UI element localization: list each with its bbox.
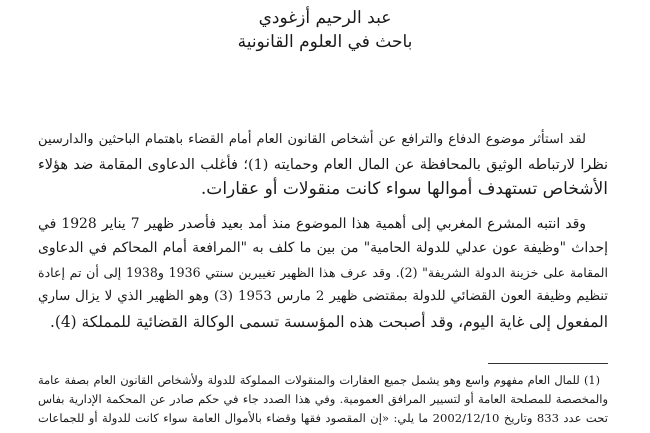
paragraph-line: المقامة على خزينة الدولة الشريفة" (2). وقد عرف هذا الظهير تغييرين سنتي 1936 و1938 إلى أن تم إعادة [38, 264, 608, 280]
paragraph-line: وقد انتبه المشرع المغربي إلى أهمية هذا الموضوع منذ أمد بعيد فأصدر ظهير 7 يناير 1928 في [38, 215, 586, 232]
footnote-separator [488, 363, 608, 364]
article-body [38, 128, 608, 334]
paragraph-line: الأشخاص تستهدف أموالها سواء كانت منقولات أو عقارات. [200, 179, 608, 199]
author-block [0, 6, 650, 54]
paragraph-2 [38, 212, 608, 335]
paragraph-1 [38, 128, 608, 202]
author-name: عبد الرحيم أزغودي [258, 8, 392, 28]
paragraph-line: تنظيم وظيفة العون القضائي للدولة بمقتضى ظهير 2 مارس 1953 (3) وهو الظهير الذي لا يزال ساري [38, 289, 608, 304]
paragraph-line: إحداث "وظيفة عون عدلي للدولة الحامية" من بين ما كلف به "المرافعة أمام المحاكم في الدعاوى [38, 240, 608, 256]
paragraph-line: لقد استأثر موضوع الدفاع والترافع عن أشخاص القانون العام أمام القضاء باهتمام الباحثين والدارسين [38, 132, 586, 147]
footnote-line: والمخصصة للمصلحة العامة أو لتسيير المرافق العمومية. وفي هذا الصدد جاء في حكم صادر عن المحكمة الإدارية بفاس [38, 392, 608, 406]
footnotes [38, 371, 608, 428]
paragraph-line: المفعول إلى غاية اليوم، وقد أصبحت هذه المؤسسة تسمى الوكالة القضائية للمملكة (4). [49, 312, 608, 331]
paragraph-gap [38, 202, 608, 212]
footnote-line: (1) للمال العام مفهوم واسع وهو يشمل جميع العقارات والمنقولات المملوكة للدولة ولأشخاص القانون العام بصفة عامة [38, 374, 600, 387]
paragraph-line: نظرا لارتباطه الوثيق بالمحافظة عن المال العام وحمايته (1)؛ فأغلب الدعاوى المقامة ضد هؤلاء [38, 156, 608, 173]
author-title: باحث في العلوم القانونية [237, 32, 413, 52]
footnote-line: تحت عدد 833 وتاريخ 2002/12/10 ما يلي: «إن المقصود فقها وقضاء بالأموال العامة سواء كانت للدولة أو للجماعات [38, 411, 608, 425]
